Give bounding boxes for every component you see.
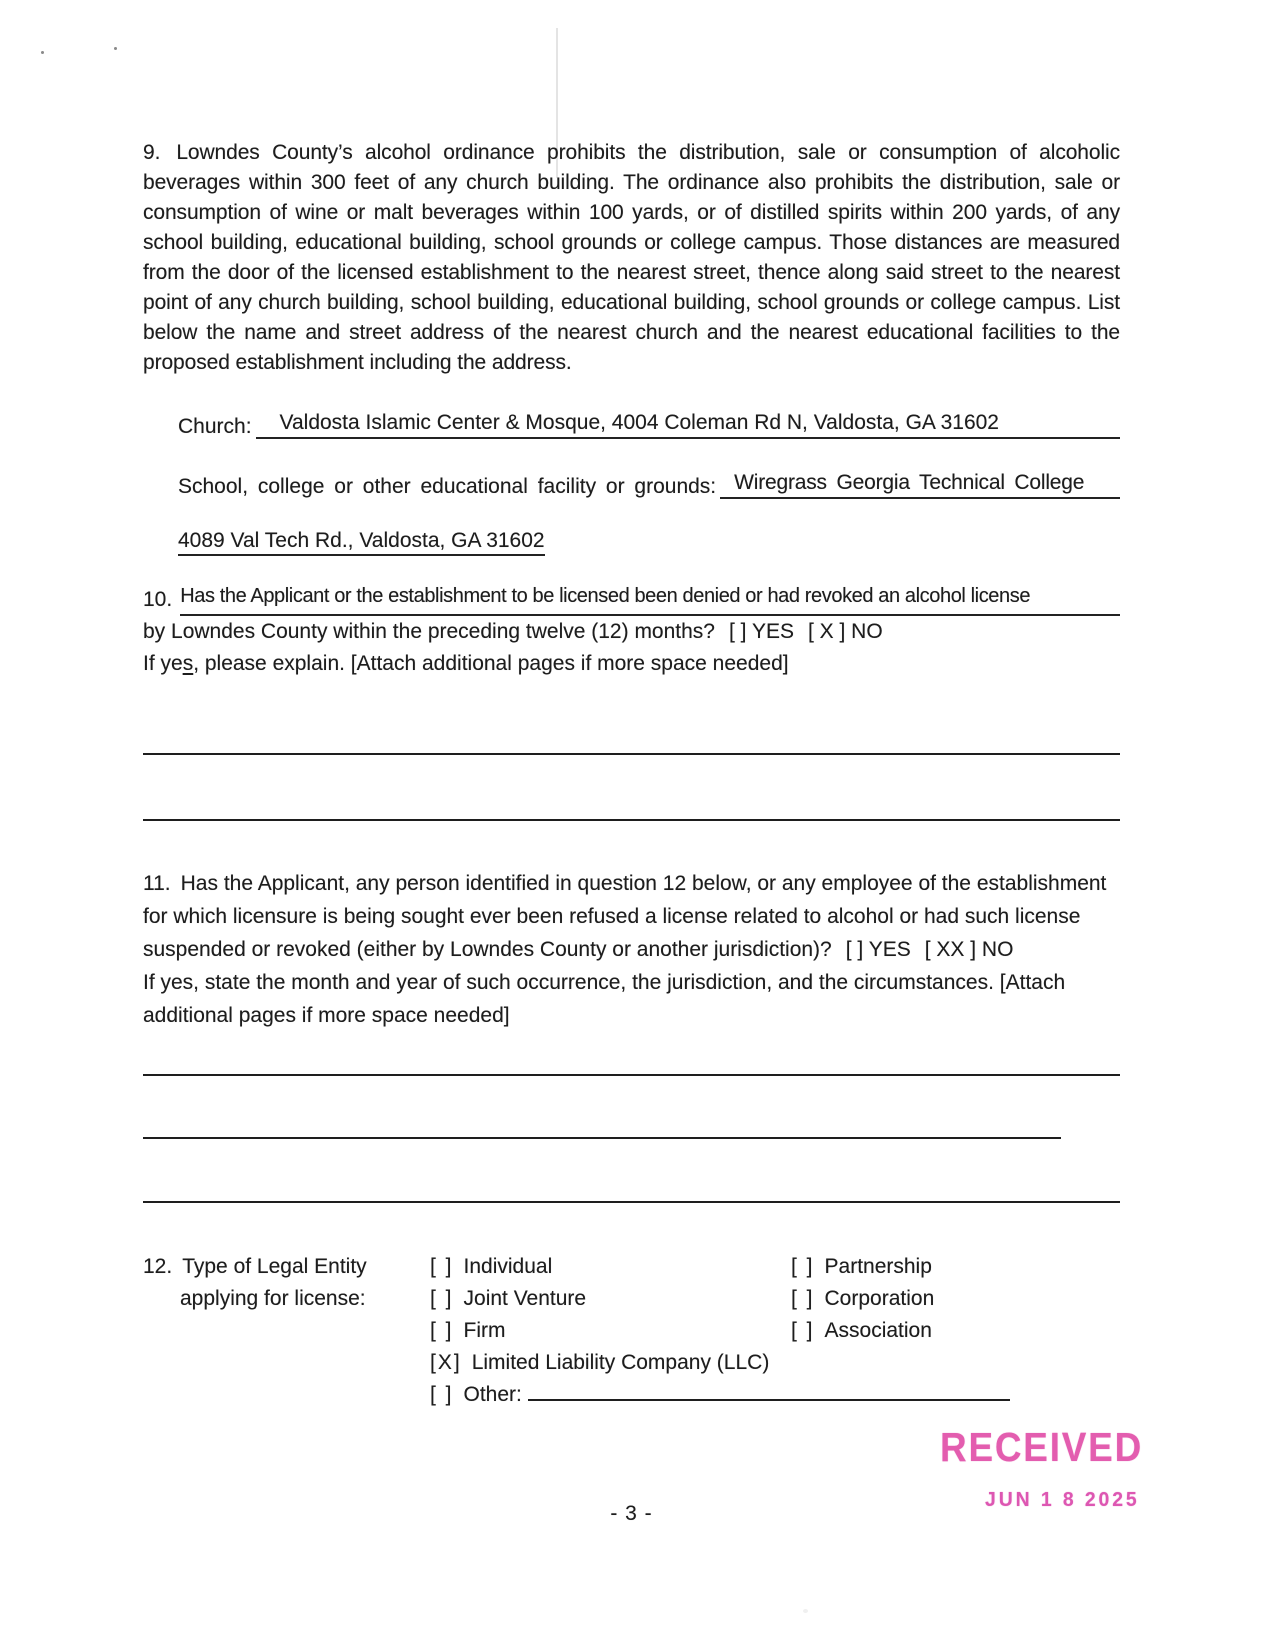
- option-llc: [430, 1347, 1010, 1379]
- church-answer-line: [256, 411, 1120, 439]
- checkbox-unchecked: [ ]: [430, 1383, 454, 1406]
- answer-blank-line: [143, 1201, 1120, 1203]
- question-10-text: by Lowndes County within the preceding twelve (12) months?: [143, 620, 715, 643]
- option-label: Joint Venture: [463, 1287, 587, 1310]
- option-other: [430, 1379, 1010, 1411]
- option-label: Other:: [463, 1383, 522, 1406]
- option-partnership: [791, 1251, 934, 1283]
- school-answer-line: [720, 471, 1120, 499]
- school-address-row: [143, 529, 1120, 553]
- entity-options-right-column: [791, 1251, 934, 1347]
- option-corporation: [791, 1283, 934, 1315]
- question-12-label-line1: [143, 1251, 367, 1283]
- question-10-underlined-text: Has the Applicant or the establishment to be licensed been denied or had revoked an alcohol license: [180, 580, 1120, 616]
- checkbox-unchecked: [ ]: [791, 1287, 815, 1310]
- question-9-paragraph: [143, 138, 1120, 378]
- checkbox-unchecked: [ ]: [791, 1319, 815, 1342]
- question-9-number: 9.: [143, 141, 161, 164]
- ifyes-underlined-letter: s: [182, 652, 194, 675]
- question-10-line2: [143, 616, 1120, 648]
- option-label: Firm: [463, 1319, 506, 1342]
- received-stamp-date: JUN 1 8 2025: [985, 1489, 1140, 1511]
- question-11-number: 11.: [143, 872, 171, 895]
- question-11-yes-checkbox: [ ] YES: [845, 938, 911, 961]
- option-label: Partnership: [824, 1255, 932, 1278]
- school-address-value: 4089 Val Tech Rd., Valdosta, GA 31602: [178, 529, 545, 556]
- school-label: School, college or other educational facility or grounds:: [178, 475, 717, 498]
- question-12-block: [143, 1251, 1120, 1426]
- other-blank-line: [528, 1385, 1010, 1401]
- question-11-text: Has the Applicant, any person identified in question 12 below, or any employee of the establishment for which licensure is being sought ever been refused a license related to alcohol or had such license suspended or revoked (either by Lowndes County or another jurisdiction)?: [143, 872, 1107, 961]
- question-12-label-line2: applying for license:: [180, 1287, 366, 1310]
- question-10-block: [143, 580, 1120, 680]
- answer-blank-line: [143, 753, 1120, 755]
- question-10-heading: [143, 580, 1120, 616]
- church-answer-row: [143, 411, 1120, 439]
- question-11-block: [143, 867, 1120, 1032]
- scan-artifact-dot: [41, 51, 44, 54]
- option-label: Association: [824, 1319, 932, 1342]
- question-11-no-checkbox: [ XX ] NO: [924, 938, 1014, 961]
- question-12-number: 12.: [143, 1255, 173, 1278]
- answer-blank-line: [143, 1137, 1061, 1139]
- question-10-yes-checkbox: [ ] YES: [728, 620, 794, 643]
- answer-blank-line: [143, 1074, 1120, 1076]
- church-label: Church:: [178, 415, 252, 438]
- question-12-label: [143, 1251, 367, 1315]
- question-9-text: Lowndes County’s alcohol ordinance prohibits the distribution, sale or consumption of alcoholic beverages within 300 feet of any church building. The ordinance also prohibits the distribution, sale or consumption of wine or malt beverages within 100 yards, or of distilled spirits within 200 yards, of any school building, educational building, school grounds or college campus. Those distances are measured from the door of the licensed establishment to the nearest street, thence along said street to the nearest point of any church building, school building, educational building, school grounds or college campus. List below the name and street address of the nearest church and the nearest educational facilities to the proposed establishment including the address.: [143, 141, 1120, 374]
- legal-entity-label: Type of Legal Entity: [182, 1255, 367, 1278]
- checkbox-unchecked: [ ]: [430, 1287, 454, 1310]
- form-content-column: [143, 0, 1120, 1426]
- scan-artifact-dot: [114, 47, 117, 50]
- checkbox-unchecked: [ ]: [430, 1255, 454, 1278]
- checkbox-unchecked: [ ]: [430, 1319, 454, 1342]
- page-number: - 3 -: [610, 1502, 653, 1525]
- answer-blank-line: [143, 819, 1120, 821]
- option-label: Corporation: [824, 1287, 935, 1310]
- checkbox-unchecked: [ ]: [791, 1255, 815, 1278]
- checkbox-checked: [X]: [430, 1351, 462, 1374]
- option-label: Individual: [463, 1255, 553, 1278]
- ifyes-suffix: , please explain. [Attach additional pages if more space needed]: [193, 652, 789, 675]
- ifyes-prefix: If ye: [143, 652, 183, 675]
- scan-artifact-smudge: [803, 1609, 808, 1613]
- received-stamp: RECEIVED: [940, 1424, 1144, 1470]
- question-10-ifyes-line: [143, 648, 1120, 680]
- church-answer-value: Valdosta Islamic Center & Mosque, 4004 Coleman Rd N, Valdosta, GA 31602: [279, 411, 999, 434]
- school-answer-value: Wiregrass Georgia Technical College: [734, 471, 1085, 494]
- question-10-no-checkbox: [ X ] NO: [807, 620, 883, 643]
- option-association: [791, 1315, 934, 1347]
- school-answer-row: [143, 471, 1120, 499]
- question-10-number: 10.: [143, 588, 173, 611]
- question-11-ifyes-note: If yes, state the month and year of such occurrence, the jurisdiction, and the circumstances. [Attach additional pages if more space needed]: [143, 971, 1066, 1027]
- option-label: Limited Liability Company (LLC): [471, 1351, 770, 1374]
